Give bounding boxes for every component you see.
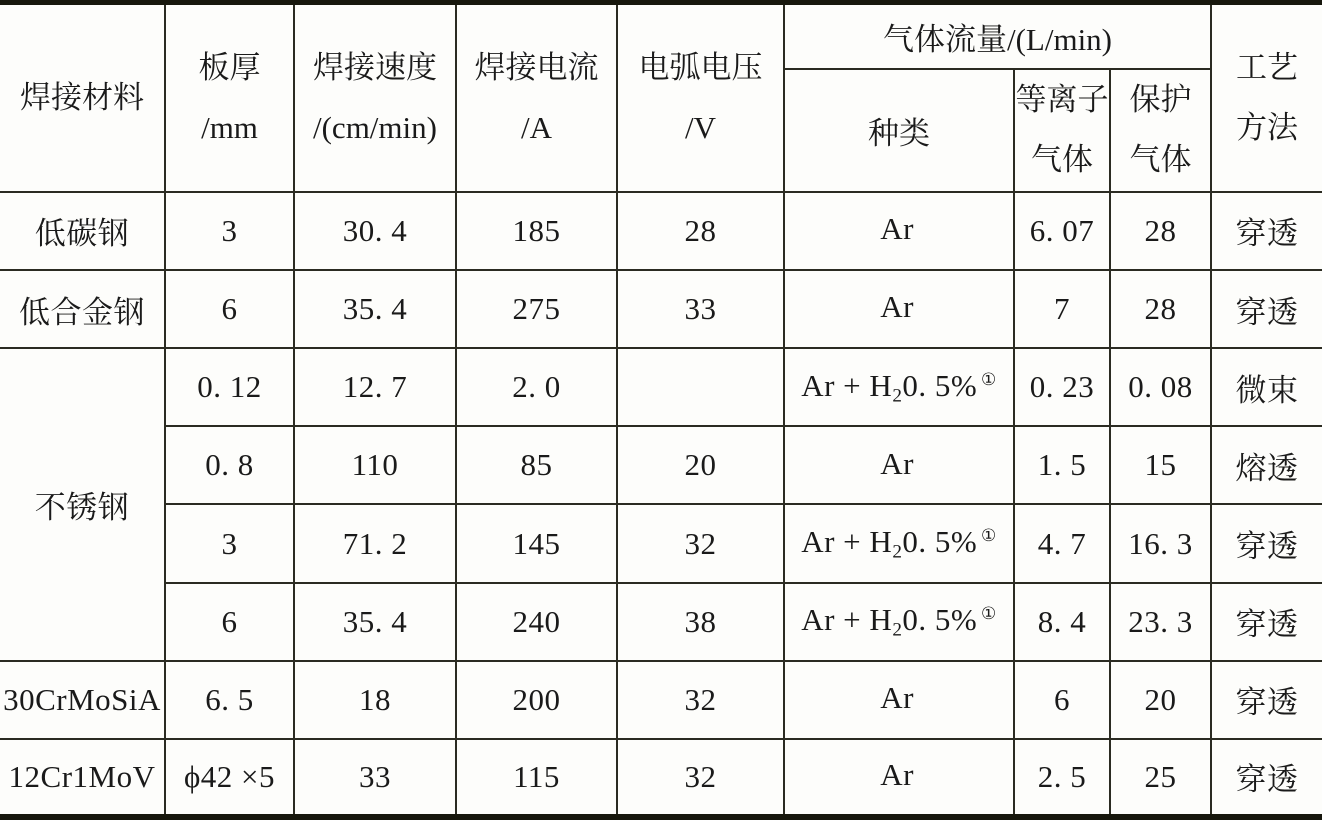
cell-material: 低碳钢 <box>0 192 165 270</box>
cell-shield-gas: 20 <box>1110 661 1211 739</box>
header-label: 工艺 <box>1236 49 1298 85</box>
cell-plasma-gas: 6 <box>1014 661 1110 739</box>
col-header-current <box>456 3 617 192</box>
cell-material: 低合金钢 <box>0 270 165 348</box>
cell-gas-kind <box>784 504 1014 582</box>
cell-method: 穿透 <box>1211 583 1322 661</box>
cell-speed: 35. 4 <box>294 270 456 348</box>
header-label: 等离子 <box>1015 82 1109 117</box>
header-label: 焊接电流 <box>474 49 599 85</box>
col-header-gas-flow-group: 气体流量/(L/min) <box>784 3 1211 70</box>
gas-base: Ar <box>880 757 914 793</box>
cell-speed: 12. 7 <box>294 348 456 426</box>
cell-speed: 18 <box>294 661 456 739</box>
cell-gas-kind <box>784 192 1014 270</box>
gas-subscript: 2 <box>892 384 903 406</box>
col-header-material <box>0 3 165 192</box>
cell-speed: 35. 4 <box>294 583 456 661</box>
header-unit: /(cm/min) <box>313 109 437 145</box>
cell-thickness: 6. 5 <box>165 661 294 739</box>
cell-shield-gas: 16. 3 <box>1110 504 1211 582</box>
cell-current: 275 <box>456 270 617 348</box>
cell-material: 12Cr1MoV <box>0 739 165 817</box>
table-header <box>0 3 1322 192</box>
cell-thickness: 0. 8 <box>165 426 294 504</box>
table-row <box>0 583 1322 661</box>
cell-material: 不锈钢 <box>0 348 165 661</box>
table-row <box>0 192 1322 270</box>
gas-base: Ar <box>880 680 914 716</box>
cell-method: 穿透 <box>1211 661 1322 739</box>
cell-gas-kind <box>784 348 1014 426</box>
cell-shield-gas: 28 <box>1110 192 1211 270</box>
header-label: 电弧电压 <box>638 49 763 85</box>
cell-current: 240 <box>456 583 617 661</box>
footnote-marker: ① <box>981 604 997 624</box>
cell-voltage: 32 <box>617 739 784 817</box>
col-header-speed <box>294 3 456 192</box>
cell-current: 2. 0 <box>456 348 617 426</box>
cell-plasma-gas: 0. 23 <box>1014 348 1110 426</box>
cell-current: 185 <box>456 192 617 270</box>
table-row <box>0 661 1322 739</box>
cell-voltage: 33 <box>617 270 784 348</box>
cell-method: 微束 <box>1211 348 1322 426</box>
cell-shield-gas: 23. 3 <box>1110 583 1211 661</box>
cell-shield-gas: 25 <box>1110 739 1211 817</box>
col-header-thickness <box>165 3 294 192</box>
gas-percentage: 0. 5% <box>902 367 978 403</box>
header-label: 保护 <box>1129 82 1192 117</box>
cell-voltage: 38 <box>617 583 784 661</box>
cell-shield-gas: 15 <box>1110 426 1211 504</box>
cell-plasma-gas: 6. 07 <box>1014 192 1110 270</box>
cell-gas-kind <box>784 583 1014 661</box>
cell-thickness: ϕ42 ×5 <box>165 739 294 817</box>
cell-material: 30CrMoSiA <box>0 661 165 739</box>
header-label: 焊接速度 <box>313 49 437 85</box>
gas-base: Ar <box>880 445 914 481</box>
cell-voltage <box>617 348 784 426</box>
cell-method: 穿透 <box>1211 270 1322 348</box>
cell-gas-kind <box>784 270 1014 348</box>
col-header-plasma-gas <box>1014 69 1110 192</box>
gas-base: Ar <box>880 289 914 325</box>
cell-speed: 33 <box>294 739 456 817</box>
cell-method: 穿透 <box>1211 739 1322 817</box>
header-label: 板厚 <box>198 49 261 85</box>
cell-thickness: 0. 12 <box>165 348 294 426</box>
footnote-marker: ① <box>981 526 997 546</box>
cell-method: 穿透 <box>1211 504 1322 582</box>
table-row <box>0 270 1322 348</box>
cell-gas-kind <box>784 739 1014 817</box>
col-header-method <box>1211 3 1322 192</box>
gas-percentage: 0. 5% <box>902 601 978 637</box>
header-label: 方法 <box>1236 109 1298 145</box>
cell-current: 85 <box>456 426 617 504</box>
table-row <box>0 426 1322 504</box>
gas-base: Ar + H <box>801 601 893 637</box>
table-body <box>0 192 1322 817</box>
cell-thickness: 6 <box>165 583 294 661</box>
cell-current: 115 <box>456 739 617 817</box>
col-header-gas-kind: 种类 <box>784 69 1014 192</box>
gas-base: Ar + H <box>801 523 893 559</box>
cell-voltage: 32 <box>617 504 784 582</box>
cell-plasma-gas: 1. 5 <box>1014 426 1110 504</box>
cell-shield-gas: 28 <box>1110 270 1211 348</box>
cell-speed: 110 <box>294 426 456 504</box>
cell-method: 穿透 <box>1211 192 1322 270</box>
gas-base: Ar <box>880 211 914 247</box>
cell-plasma-gas: 4. 7 <box>1014 504 1110 582</box>
cell-gas-kind <box>784 426 1014 504</box>
cell-current: 145 <box>456 504 617 582</box>
col-header-voltage <box>617 3 784 192</box>
footnote-marker: ① <box>981 369 997 389</box>
cell-gas-kind <box>784 661 1014 739</box>
col-header-shield-gas <box>1110 69 1211 192</box>
cell-plasma-gas: 8. 4 <box>1014 583 1110 661</box>
cell-voltage: 28 <box>617 192 784 270</box>
header-label: 焊接材料 <box>20 79 144 115</box>
cell-thickness: 3 <box>165 504 294 582</box>
gas-base: Ar + H <box>801 367 893 403</box>
cell-shield-gas: 0. 08 <box>1110 348 1211 426</box>
cell-current: 200 <box>456 661 617 739</box>
cell-plasma-gas: 2. 5 <box>1014 739 1110 817</box>
cell-plasma-gas: 7 <box>1014 270 1110 348</box>
gas-percentage: 0. 5% <box>902 523 978 559</box>
cell-thickness: 3 <box>165 192 294 270</box>
cell-method: 熔透 <box>1211 426 1322 504</box>
cell-speed: 71. 2 <box>294 504 456 582</box>
gas-subscript: 2 <box>892 541 903 563</box>
cell-voltage: 32 <box>617 661 784 739</box>
cell-voltage: 20 <box>617 426 784 504</box>
gas-subscript: 2 <box>892 619 903 641</box>
table-row <box>0 348 1322 426</box>
table-row <box>0 504 1322 582</box>
header-label: 气体 <box>1129 142 1192 178</box>
header-unit: /V <box>685 109 716 145</box>
table-row <box>0 739 1322 817</box>
header-unit: /A <box>521 109 552 145</box>
header-label: 气体 <box>1031 142 1093 178</box>
header-unit: /mm <box>201 109 258 145</box>
cell-thickness: 6 <box>165 270 294 348</box>
cell-speed: 30. 4 <box>294 192 456 270</box>
